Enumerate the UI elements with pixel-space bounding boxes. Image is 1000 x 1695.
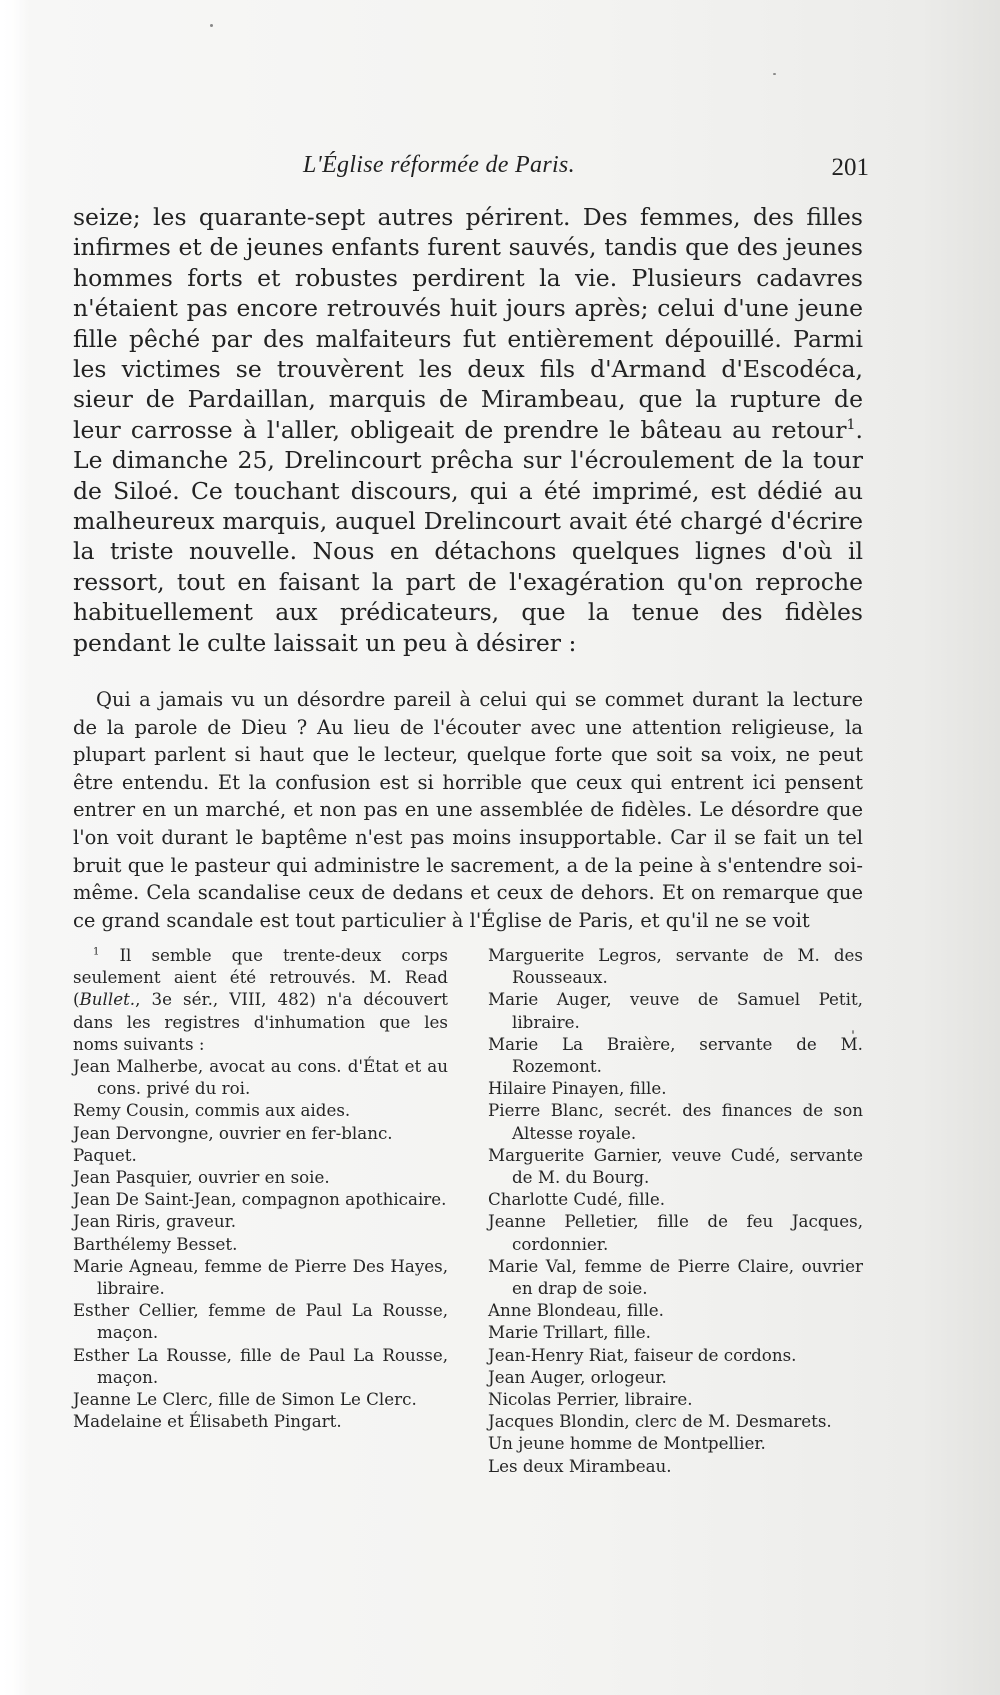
footnote-left-list <box>73 1055 448 1432</box>
main-paragraph <box>73 202 863 658</box>
footnote-entry: Un jeune homme de Montpellier. <box>488 1433 766 1454</box>
running-head: L'Église réformée de Paris. <box>303 152 575 178</box>
footnote-entry: Jean Auger, orlogeur. <box>488 1366 667 1387</box>
footnote-entry: Jean Malherbe, avocat au cons. d'État et au cons. privé du roi. <box>73 1056 448 1099</box>
footnote-entry: Marie La Braière, servante de M. Rozemont. <box>488 1033 863 1077</box>
main-text <box>73 202 863 658</box>
footnote-left-column <box>73 944 448 1477</box>
footnote-entry: Jean Dervongne, ouvrier en fer-blanc. <box>73 1122 393 1143</box>
footnote-entry: Marie Agneau, femme de Pierre Des Hayes, libraire. <box>73 1255 448 1299</box>
footnote-entry: Remy Cousin, commis aux aides. <box>73 1100 351 1121</box>
block-quote: Qui a jamais vu un désordre pareil à celui qui se commet durant la lecture de la parole de Dieu ? Au lieu de l'écouter avec une attention religieuse, la plupart parlent si haut que le lecteur, quelque forte que soit sa voix, ne peut être entendu. Et la confusion est si horrible que ceux qui entrent ici pensent entrer en un marché, et non pas en une assemblée de fidèles. Le désordre que l'on voit durant le baptême n'est pas moins insupportable. Car il se fait un tel bruit que le pasteur qui administre le sacrement, a de la peine à s'entendre soi-même. Cela scandalise ceux de dedans et ceux de dehors. Et on remarque que ce grand scandale est tout particulier à l'Église de Paris, et qu'il ne se voit <box>73 688 863 932</box>
footnote-intro <box>73 944 448 1055</box>
footnote-entry: Marie Trillart, fille. <box>488 1322 651 1343</box>
footnote-entry: Pierre Blanc, secrét. des finances de son Altesse royale. <box>488 1100 863 1143</box>
page-header <box>73 152 869 186</box>
note-reference: 1 <box>846 417 856 434</box>
footnote-entry: Jean Riris, graveur. <box>73 1211 237 1232</box>
footnote-entry: Madelaine et Élisabeth Pingart. <box>73 1411 342 1432</box>
text-after-note: . Le dimanche 25, Drelincourt prêcha sur l'écroulement de la tour de Siloé. Ce touchant discours, qui a été imprimé, est dédié au malheureux marquis, auquel Drelincourt avait été chargé d'écrire la triste nouvelle. Nous en détachons quelques lignes d'où il ressort, tout en faisant la part de l'exagération qu'on reproche habituellement aux prédicateurs, que la tenue des fidèles pendant le culte laissait un peu à désirer : <box>73 415 863 657</box>
footnote-entry: Paquet. <box>73 1144 137 1165</box>
text-before-note: seize; les quarante-sept autres périrent. Des femmes, des filles infirmes et de jeunes enfants furent sauvés, tandis que des jeunes hommes forts et robustes perdirent la vie. Plusieurs cadavres n'étaient pas encore retrouvés huit jours après; celui d'une jeune fille pêché par des malfaiteurs fut entièrement dépouillé. Parmi les victimes se trouvèrent les deux fils d'Armand d'Escodéca, sieur de Pardaillan, marquis de Mirambeau, que la rupture de leur carrosse à l'aller, obligeait de prendre le bâteau au retour <box>73 203 863 444</box>
footnote <box>73 944 863 1477</box>
page-number: 201 <box>831 154 869 181</box>
footnote-entry: Marie Val, femme de Pierre Claire, ouvrier en drap de soie. <box>488 1255 863 1299</box>
footnote-entry: Jean Pasquier, ouvrier en soie. <box>73 1167 330 1188</box>
footnote-intro-text: Il semble que trente-deux corps seulement aient été retrouvés. M. Read ( <box>73 945 448 1010</box>
footnote-entry: Marguerite Legros, servante de M. des Rousseaux. <box>488 945 863 988</box>
footnote-entry: Marie Auger, veuve de Samuel Petit, libraire. <box>488 989 863 1032</box>
footnote-right-list <box>488 944 863 1477</box>
footnote-intro-text-end: , 3e sér., VIII, 482) n'a découvert dans les registres d'inhumation que les noms suivants : <box>73 989 448 1054</box>
footnote-entry: Les deux Mirambeau. <box>488 1455 672 1476</box>
footnote-entry: Hilaire Pinayen, fille. <box>488 1078 667 1099</box>
footnote-source: Bullet. <box>79 989 136 1010</box>
footnote-entry: Charlotte Cudé, fille. <box>488 1189 666 1210</box>
footnote-right-column <box>488 944 863 1477</box>
footnote-entry: Jeanne Le Clerc, fille de Simon Le Clerc. <box>73 1389 417 1410</box>
footnote-entry: Jacques Blondin, clerc de M. Desmarets. <box>488 1411 832 1432</box>
footnote-entry: Esther La Rousse, fille de Paul La Rousse, maçon. <box>73 1344 448 1387</box>
footnote-entry: Anne Blondeau, fille. <box>488 1300 664 1321</box>
footnote-entry: Jean De Saint-Jean, compagnon apothicaire. <box>73 1189 447 1210</box>
footnote-entry: Barthélemy Besset. <box>73 1233 238 1254</box>
footnote-entry: Marguerite Garnier, veuve Cudé, servante de M. du Bourg. <box>488 1144 863 1188</box>
footnote-entry: Jeanne Pelletier, fille de feu Jacques, cordonnier. <box>488 1211 863 1254</box>
footnote-marker: 1 <box>93 946 100 958</box>
footnote-entry: Esther Cellier, femme de Paul La Rousse, maçon. <box>73 1300 448 1343</box>
footnote-entry: Nicolas Perrier, libraire. <box>488 1389 693 1410</box>
footnote-entry: Jean-Henry Riat, faiseur de cordons. <box>488 1344 797 1365</box>
